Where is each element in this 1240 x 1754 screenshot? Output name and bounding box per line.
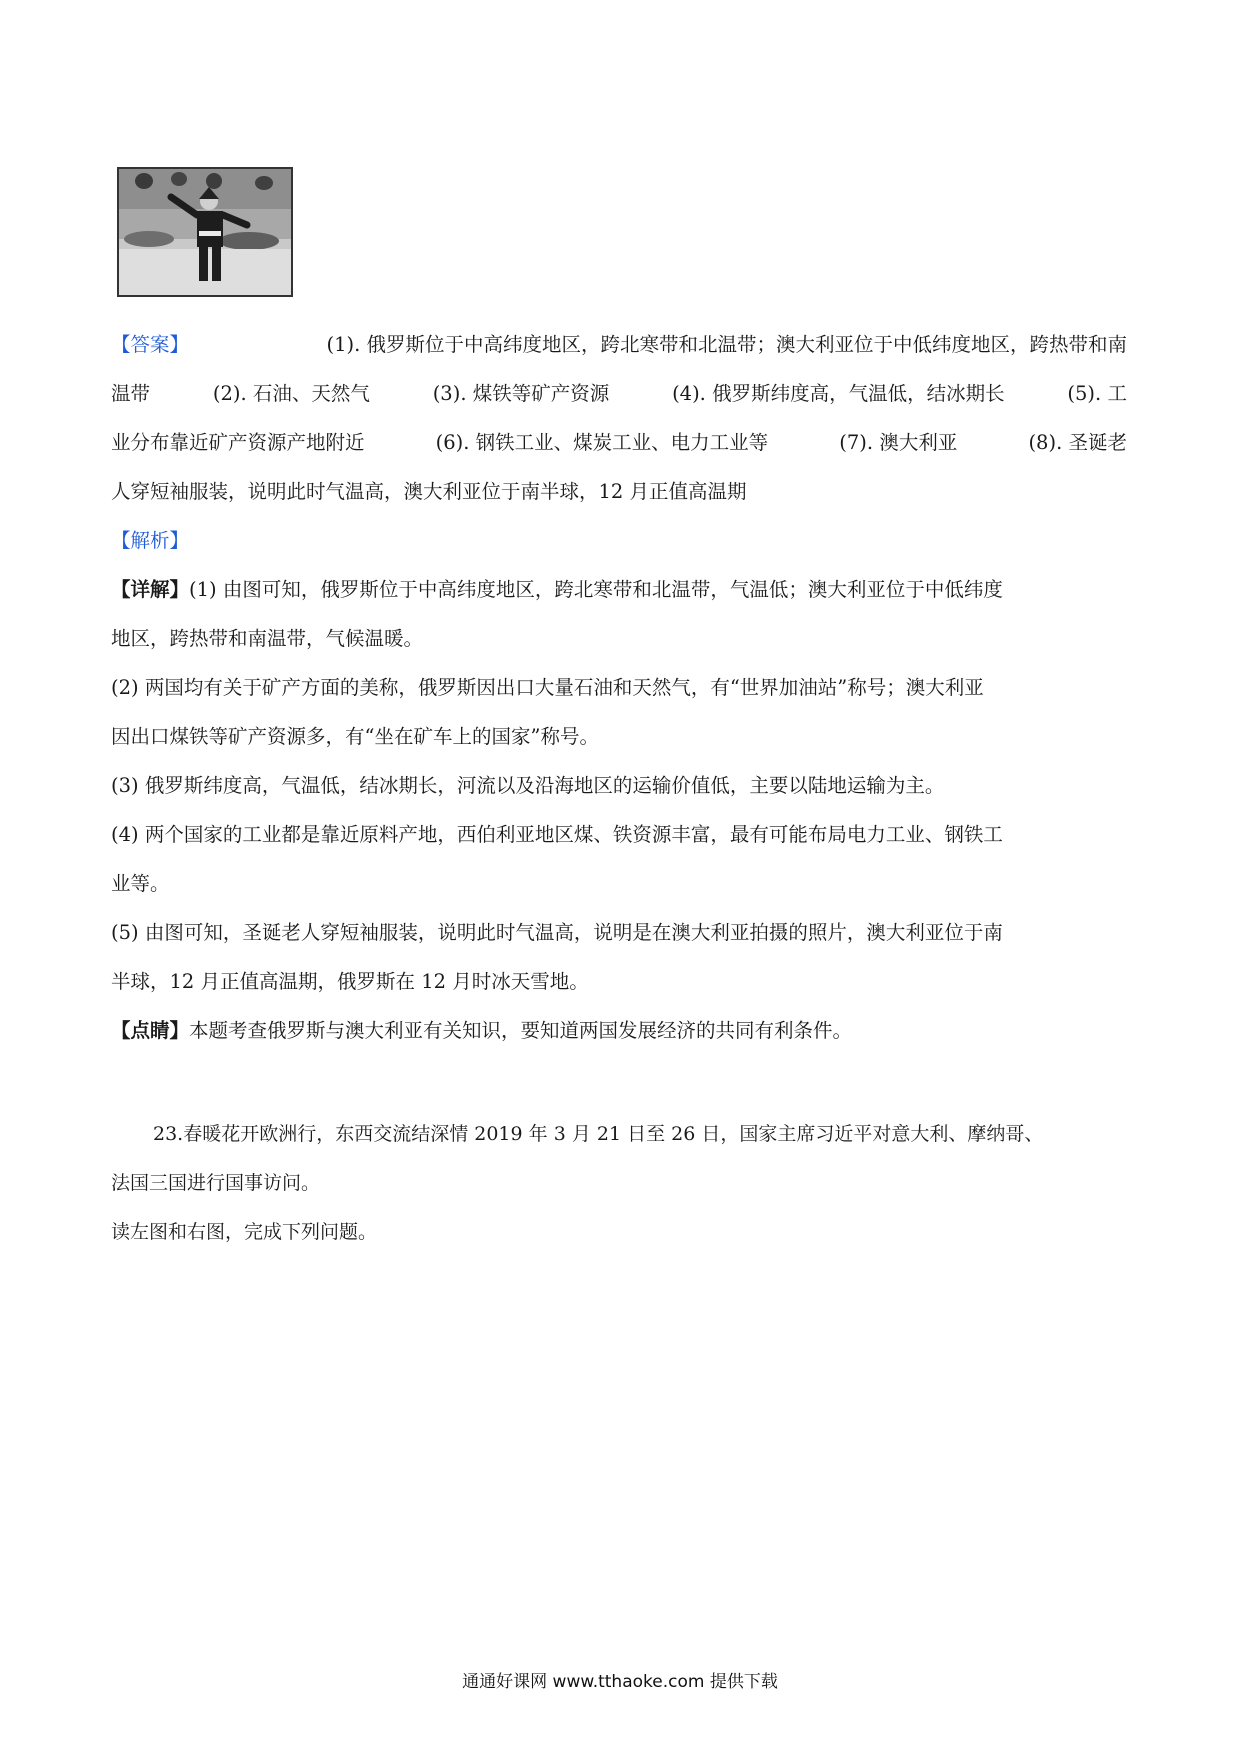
detail-tag: 【详解】 (111, 578, 190, 601)
answer-line-2 (111, 369, 1127, 418)
page-footer: 通通好课网 www.tthaoke.com 提供下载 (462, 1672, 778, 1692)
detail-p5-b: 半球，12 月正值高温期，俄罗斯在 12 月时冰天雪地。 (111, 970, 589, 993)
detail-p2-b: 因出口煤铁等矿产资源多，有“坐在矿车上的国家”称号。 (111, 725, 599, 748)
santa-beach-photo (117, 167, 293, 297)
point-tag: 【点睛】 (111, 1019, 190, 1042)
q23-line-3: 读左图和右图，完成下列问题。 (111, 1221, 378, 1243)
answer-tag: 【答案】 (111, 333, 190, 356)
detail-p4-b: 业等。 (111, 872, 170, 895)
detail-p3: (3) 俄罗斯纬度高，气温低，结冰期长，河流以及沿海地区的运输价值低，主要以陆地运输为主。 (111, 774, 945, 797)
detail-paragraph-1 (111, 565, 1127, 614)
detail-p1-b: 地区，跨热带和南温带，气候温暖。 (111, 627, 424, 650)
point-paragraph (111, 1006, 1127, 1055)
answer-line-3 (111, 418, 1127, 467)
analysis-tag: 【解析】 (111, 529, 190, 552)
answer-part: (4). 俄罗斯纬度高，气温低，结冰期长 (672, 382, 1005, 405)
answer-part: (6). 钢铁工业、煤炭工业、电力工业等 (435, 431, 769, 454)
detail-p5-a: (5) 由图可知，圣诞老人穿短袖服装，说明此时气温高，说明是在澳大利亚拍摄的照片，澳大利亚位于南 (111, 921, 1003, 944)
detail-p1-a: (1) 由图可知，俄罗斯位于中高纬度地区，跨北寒带和北温带，气温低；澳大利亚位于中低纬度 (189, 578, 1003, 601)
detail-p4-a: (4) 两个国家的工业都是靠近原料产地，西伯利亚地区煤、铁资源丰富，最有可能布局电力工业、钢铁工 (111, 823, 1003, 846)
answer-part: (5). 工 (1067, 382, 1127, 405)
answer-part: (3). 煤铁等矿产资源 (432, 382, 610, 405)
santa-beach-image (119, 169, 291, 295)
answer-line-4: 人穿短袖服装，说明此时气温高，澳大利亚位于南半球，12 月正值高温期 (111, 480, 747, 503)
answer-part: 业分布靠近矿产资源产地附近 (111, 431, 365, 454)
answer-line-1 (111, 320, 1127, 369)
answer-section (111, 320, 1127, 1055)
answer-text-1: (1). 俄罗斯位于中高纬度地区，跨北寒带和北温带；澳大利亚位于中低纬度地区，跨热带和南 (326, 333, 1127, 356)
question-23 (111, 1110, 1131, 1257)
answer-part: 温带 (111, 382, 151, 405)
point-text: 本题考查俄罗斯与澳大利亚有关知识，要知道两国发展经济的共同有利条件。 (189, 1019, 853, 1042)
q23-line-1: 23.春暖花开欧洲行，东西交流结深情 2019 年 3 月 21 日至 26 日，国家主席习近平对意大利、摩纳哥、 (153, 1123, 1044, 1145)
answer-part: (7). 澳大利亚 (839, 431, 958, 454)
answer-part: (2). 石油、天然气 (212, 382, 370, 405)
answer-part: (8). 圣诞老 (1028, 431, 1127, 454)
q23-line-2: 法国三国进行国事访问。 (111, 1172, 321, 1194)
detail-p2-a: (2) 两国均有关于矿产方面的美称，俄罗斯因出口大量石油和天然气，有“世界加油站”称号；澳大利亚 (111, 676, 984, 699)
